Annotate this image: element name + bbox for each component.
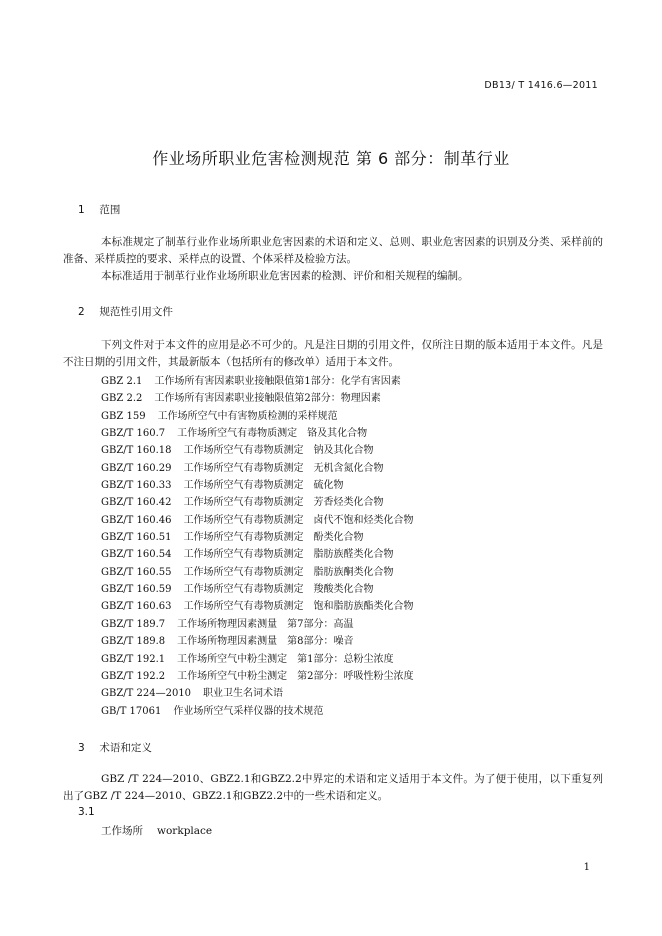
reference-item (101, 651, 414, 668)
reference-code: GBZ/T 160.46 (101, 514, 172, 526)
scope-paragraph-2: 本标准适用于制革行业作业场所职业危害因素的检测、评价和相关规程的编制。 (101, 270, 469, 282)
reference-title: 工作场所空气有毒物质测定 卤代不饱和烃类化合物 (183, 514, 414, 526)
document-code: DB13/ T 1416.6—2011 (484, 80, 598, 91)
reference-title: 工作场所空气有毒物质测定 铬及其化合物 (177, 428, 368, 440)
reference-code: GBZ 159 (101, 410, 146, 422)
reference-code: GBZ/T 192.1 (101, 653, 166, 665)
reference-code: GBZ/T 189.7 (101, 618, 166, 630)
term-entry (101, 823, 212, 838)
reference-item (101, 460, 414, 477)
reference-code: GBZ/T 160.54 (101, 549, 172, 561)
reference-item (101, 581, 414, 598)
page-number: 1 (583, 862, 590, 873)
reference-title: 工作场所空气中粉尘测定 第2部分：呼吸性粉尘浓度 (177, 670, 414, 682)
reference-title: 工作场所空气有毒物质测定 脂肪族醛类化合物 (183, 549, 394, 561)
reference-title: 工作场所空气有毒物质测定 钠及其化合物 (183, 445, 374, 457)
scope-paragraph-1: 本标准规定了制革行业作业场所职业危害因素的术语和定义、总则、职业危害因素的识别及分类、采样前的准备、采样质控的要求、采样点的设置、个体采样及检验方法。 (63, 236, 603, 265)
term-chinese: 工作场所 (101, 825, 143, 837)
reference-code: GBZ/T 160.42 (101, 497, 172, 509)
reference-item (101, 442, 414, 459)
reference-code: GBZ/T 192.2 (101, 670, 166, 682)
reference-item (101, 633, 414, 650)
reference-code: GBZ/T 160.51 (101, 532, 172, 544)
reference-item (101, 408, 414, 425)
reference-title: 作业场所空气采样仪器的技术规范 (173, 705, 324, 717)
reference-title: 工作场所空气有毒物质测定 无机含氮化合物 (183, 462, 384, 474)
reference-code: GBZ/T 160.55 (101, 566, 172, 578)
reference-title: 工作场所物理因素测量 第7部分：高温 (177, 618, 354, 630)
reference-item (101, 390, 414, 407)
reference-item (101, 668, 414, 685)
document-title: 作业场所职业危害检测规范 第 6 部分：制革行业 (152, 149, 510, 168)
section-3-heading (78, 740, 152, 755)
section-number: 3 (78, 742, 85, 754)
terms-intro: GBZ /T 224—2010、GBZ2.1和GBZ2.2中界定的术语和定义适用于本文件。为了便于使用，以下重复列出了GBZ /T 224—2010、GBZ2.1和GBZ2.2中的一些术语和定义。 (63, 773, 603, 802)
reference-item (101, 477, 414, 494)
reference-item (101, 373, 414, 390)
reference-item (101, 685, 414, 702)
normative-refs-intro: 下列文件对于本文件的应用是必不可少的。凡是注日期的引用文件，仅所注日期的版本适用于本文件。凡是不注日期的引用文件，其最新版本（包括所有的修改单）适用于本文件。 (63, 339, 603, 368)
reference-item (101, 494, 414, 511)
reference-item (101, 703, 414, 720)
reference-title: 工作场所空气有毒物质测定 脂肪族酮类化合物 (183, 566, 394, 578)
section-number: 1 (78, 204, 85, 216)
reference-title: 工作场所空气有毒物质测定 芳香烃类化合物 (183, 497, 384, 509)
reference-item (101, 512, 414, 529)
reference-code: GBZ 2.1 (101, 376, 143, 387)
reference-code: GBZ/T 160.7 (101, 428, 166, 440)
reference-title: 工作场所空气中有害物质检测的采样规范 (157, 410, 338, 422)
reference-code: GBZ/T 160.29 (101, 462, 172, 474)
reference-title: 工作场所物理因素测量 第8部分：噪音 (177, 636, 354, 648)
reference-list (101, 373, 414, 720)
reference-item (101, 546, 414, 563)
reference-code: GBZ/T 189.8 (101, 636, 166, 648)
reference-title: 工作场所有害因素职业接触限值第1部分：化学有害因素 (154, 376, 401, 387)
reference-item (101, 598, 414, 615)
section-1-heading (78, 202, 120, 217)
section-number: 2 (78, 306, 85, 318)
reference-title: 工作场所空气中粉尘测定 第1部分：总粉尘浓度 (177, 653, 394, 665)
reference-code: GBZ 2.2 (101, 393, 143, 405)
reference-code: GBZ/T 160.18 (101, 445, 172, 457)
reference-code: GBZ/T 160.59 (101, 584, 172, 596)
reference-title: 工作场所空气有毒物质测定 饱和脂肪族酯类化合物 (183, 601, 414, 613)
reference-code: GB/T 17061 (101, 705, 162, 717)
reference-title: 工作场所空气有毒物质测定 羧酸类化合物 (183, 584, 374, 596)
reference-title: 工作场所有害因素职业接触限值第2部分：物理因素 (154, 393, 381, 405)
reference-item (101, 564, 414, 581)
reference-title: 工作场所空气有毒物质测定 硫化物 (183, 480, 344, 492)
reference-item (101, 616, 414, 633)
reference-item (101, 425, 414, 442)
term-english: workplace (157, 825, 213, 837)
reference-code: GBZ/T 160.33 (101, 480, 172, 492)
reference-title: 职业卫生名词术语 (203, 688, 284, 700)
reference-code: GBZ/T 224—2010 (101, 688, 192, 700)
clause-number: 3.1 (78, 806, 95, 818)
section-title: 范围 (99, 204, 121, 216)
reference-title: 工作场所空气有毒物质测定 酚类化合物 (183, 532, 364, 544)
section-2-heading (78, 304, 173, 319)
section-title: 规范性引用文件 (99, 306, 173, 318)
reference-code: GBZ/T 160.63 (101, 601, 172, 613)
reference-item (101, 529, 414, 546)
section-title: 术语和定义 (99, 742, 152, 754)
